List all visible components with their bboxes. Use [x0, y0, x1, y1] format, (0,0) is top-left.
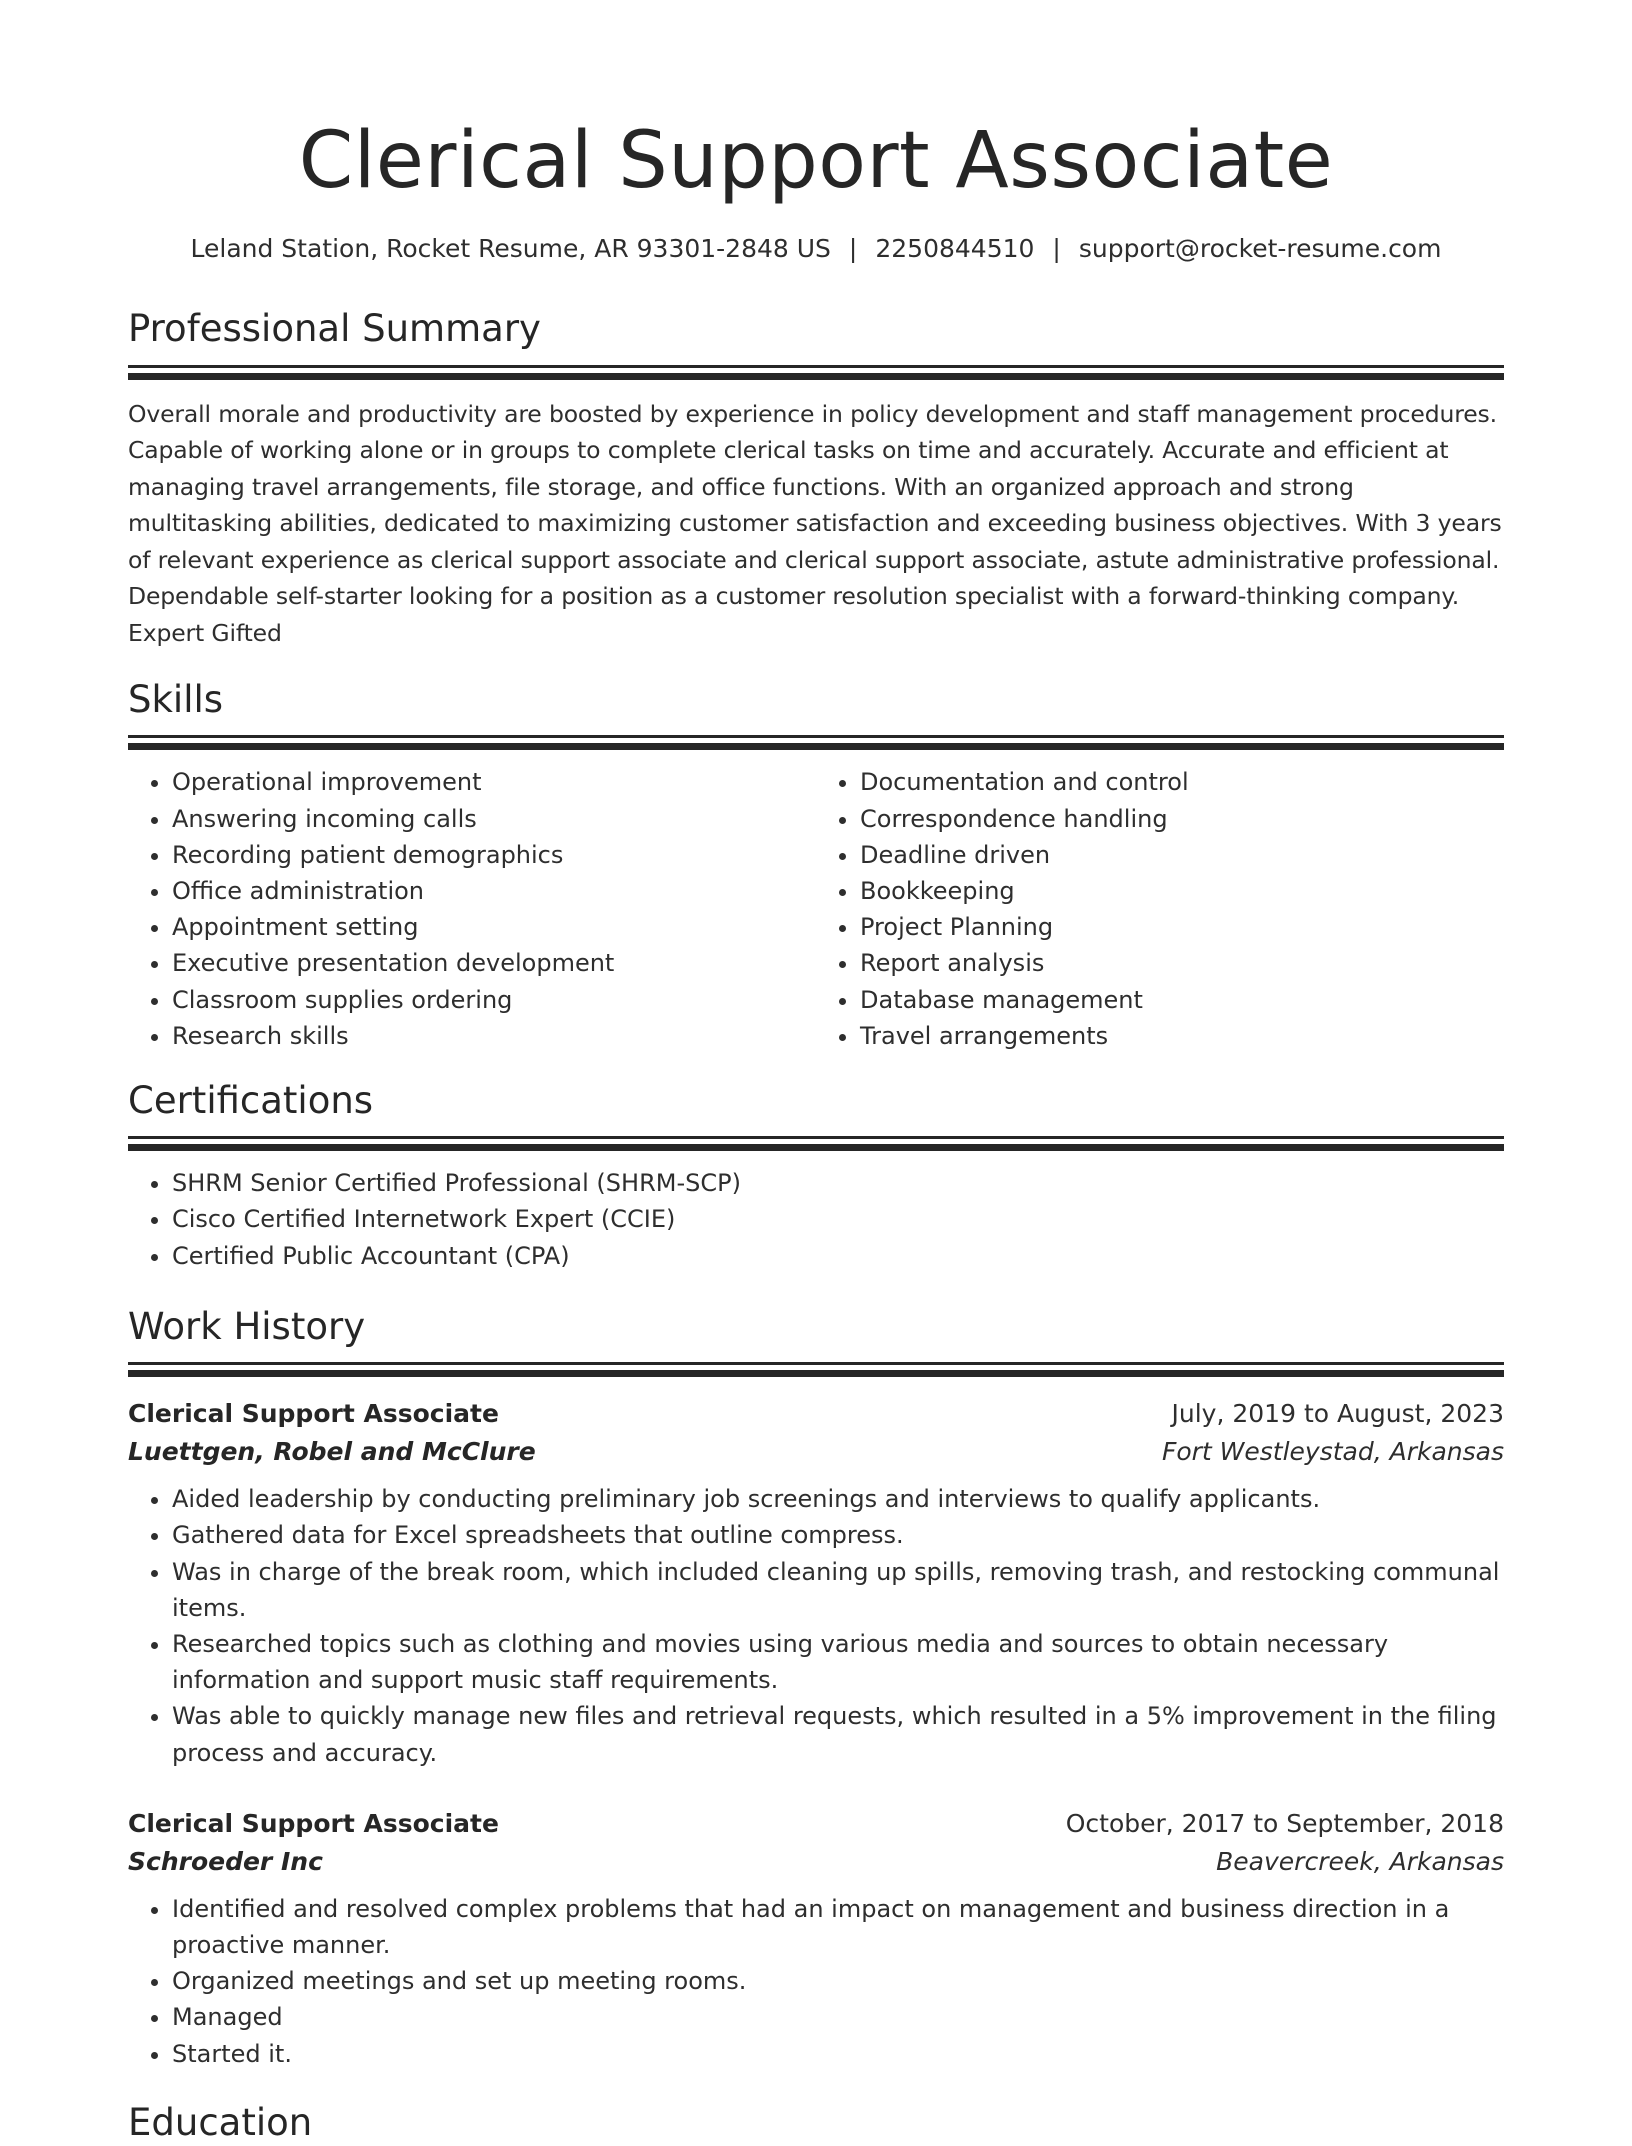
section-title-skills: Skills [128, 678, 224, 722]
job-bullet: • Was in charge of the break room, which included cleaning up spills, removing trash, and restocking communal items. [172, 1554, 1504, 1626]
section-divider [128, 1362, 1504, 1365]
job-bullets [128, 1481, 1504, 1771]
job-header-row [128, 1805, 1504, 1843]
certifications-list [128, 1165, 1504, 1274]
skill-item: • Report analysis [860, 945, 1504, 981]
job-bullet: • Gathered data for Excel spreadsheets that outline compress. [172, 1517, 1504, 1553]
job-bullet: • Was able to quickly manage new files and retrieval requests, which resulted in a 5% improvement in the filing process and accuracy. [172, 1698, 1504, 1770]
skill-item: • Answering incoming calls [172, 801, 816, 837]
job-entry [128, 1395, 1504, 1771]
job-location: Beavercreek, Arkansas [1216, 1846, 1504, 1876]
job-bullets [128, 1891, 1504, 2072]
job-bullet: • Started it. [172, 2036, 1504, 2072]
section-divider-thick [128, 1144, 1504, 1151]
job-location: Fort Westleystad, Arkansas [1161, 1437, 1504, 1467]
contact-separator: | [848, 234, 858, 264]
skill-item: • Database management [860, 982, 1504, 1018]
job-title: Clerical Support Associate [128, 1808, 499, 1838]
certification-item: • Certified Public Accountant (CPA) [172, 1238, 1504, 1274]
section-divider [128, 365, 1504, 368]
summary-text: Overall morale and productivity are boosted by experience in policy development and staff management procedures. Capable of working alone or in groups to complete clerical tasks on time and accurately. Accurate and efficient at managing travel arrangements, file storage, and office functions. With an organized approach and strong multitasking abilities, dedicated to maximizing customer satisfaction and exceeding business objectives. With 3 years of relevant experience as clerical support associate and clerical support associate, astute administrative professional. Dependable self-starter looking for a position as a customer resolution specialist with a forward-thinking company. Expert Gifted [128, 399, 1502, 647]
skill-item: • Executive presentation development [172, 945, 816, 981]
job-company: Schroeder Inc [128, 1846, 323, 1876]
section-divider-thick [128, 743, 1504, 750]
job-bullet: • Identified and resolved complex problems that had an impact on management and business direction in a proactive manner. [172, 1891, 1504, 1963]
contact-email: support@rocket-resume.com [1078, 234, 1442, 264]
section-divider-thick [128, 1370, 1504, 1377]
certifications-section [128, 1078, 1504, 1274]
contact-line [128, 231, 1504, 266]
job-bullet: • Managed [172, 1999, 1504, 2035]
skill-item: • Deadline driven [860, 837, 1504, 873]
skill-item: • Research skills [172, 1018, 816, 1054]
skills-list-right [816, 764, 1504, 1054]
job-company-row [128, 1433, 1504, 1471]
section-divider [128, 1136, 1504, 1139]
job-company-row [128, 1843, 1504, 1881]
job-entry [128, 1805, 1504, 2072]
job-bullet: • Organized meetings and set up meeting rooms. [172, 1963, 1504, 1999]
skill-item: • Documentation and control [860, 764, 1504, 800]
section-title-certifications: Certifications [128, 1078, 374, 1122]
job-dates: July, 2019 to August, 2023 [1171, 1399, 1504, 1429]
job-dates: October, 2017 to September, 2018 [1065, 1808, 1504, 1838]
resume-name: Clerical Support Associate [298, 116, 1334, 206]
certification-item: • Cisco Certified Internetwork Expert (CCIE) [172, 1201, 1504, 1237]
certification-item: • SHRM Senior Certified Professional (SHRM-SCP) [172, 1165, 1504, 1201]
section-title-summary: Professional Summary [128, 307, 541, 351]
section-title-work-history: Work History [128, 1304, 366, 1348]
job-header-row [128, 1395, 1504, 1433]
skill-item: • Travel arrangements [860, 1018, 1504, 1054]
job-title: Clerical Support Associate [128, 1399, 499, 1429]
skill-item: • Office administration [172, 873, 816, 909]
skill-item: • Correspondence handling [860, 801, 1504, 837]
contact-phone: 2250844510 [875, 234, 1035, 264]
summary-section [128, 306, 1504, 651]
section-divider [128, 735, 1504, 738]
work-history-section [128, 1304, 1504, 2072]
job-bullet: • Researched topics such as clothing and movies using various media and sources to obtain necessary information and support music staff requirements. [172, 1626, 1504, 1698]
skill-item: • Recording patient demographics [172, 837, 816, 873]
job-bullet: • Aided leadership by conducting preliminary job screenings and interviews to qualify applicants. [172, 1481, 1504, 1517]
skill-item: • Classroom supplies ordering [172, 982, 816, 1018]
contact-address: Leland Station, Rocket Resume, AR 93301-2848 US [190, 234, 831, 264]
skill-item: • Bookkeeping [860, 873, 1504, 909]
skills-section [128, 677, 1504, 1054]
skill-item: • Appointment setting [172, 909, 816, 945]
job-company: Luettgen, Robel and McClure [128, 1437, 536, 1467]
contact-separator: | [1052, 234, 1061, 264]
education-section [128, 2100, 1504, 2146]
skill-item: • Operational improvement [172, 764, 816, 800]
section-title-education: Education [128, 2100, 313, 2144]
skills-columns [128, 764, 1504, 1054]
skills-list-left [128, 764, 816, 1054]
section-divider-thick [128, 373, 1504, 380]
skill-item: • Project Planning [860, 909, 1504, 945]
